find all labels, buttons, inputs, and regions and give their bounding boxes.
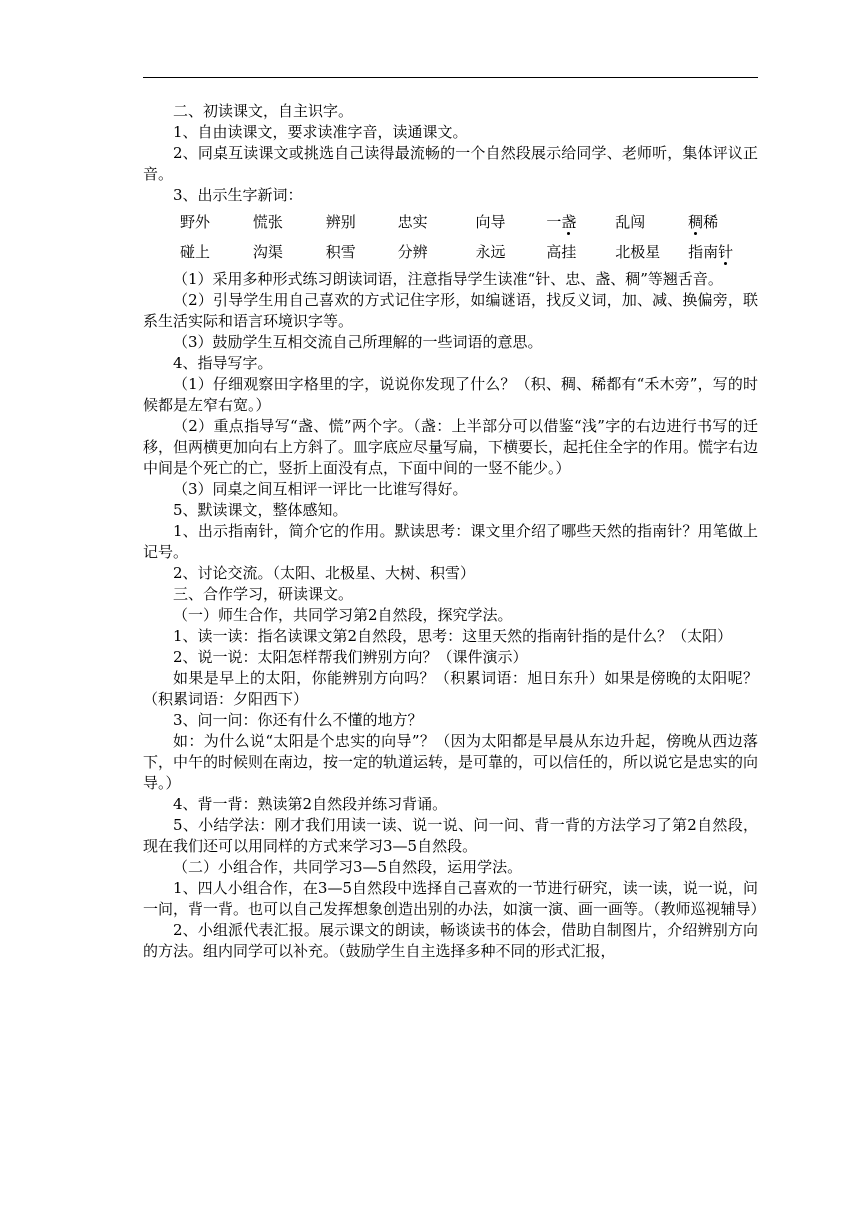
paragraph: 2、讨论交流。（太阳、北极星、大树、积雪） <box>173 564 476 582</box>
paragraph: 1、读一读：指名读课文第2自然段，思考：这里天然的指南针指的是什么？（太阳） <box>173 627 733 645</box>
vocab-text: 沟渠 <box>252 243 283 261</box>
paragraph: （2）重点指导写“盏、慌”两个字。（盏：上半部分可以借鉴“浅”字的右边进行书写的迁移，但两横更加向右上方斜了。皿字底应尽量写扁，下横要长，起托住全字的作用。慌字右边中间是个死亡的亡，竖折上面没有点，下面中间的一竖不能少。） <box>143 417 759 477</box>
vocab-row-2 <box>143 239 758 266</box>
paragraph: 如：为什么说“太阳是个忠实的向导”？（因为太阳都是早晨从东边升起，傍晚从西边落下，中午的时候则在南边，按一定的轨道运转，是可靠的，可以信任的，所以说它是忠实的向导。） <box>143 732 759 792</box>
vocab-word <box>180 239 253 266</box>
paragraph: 4、背一背：熟读第2自然段并练习背诵。 <box>173 795 448 813</box>
dotted-character: 稠 <box>688 209 703 236</box>
vocab-text: 北极星 <box>615 243 661 261</box>
paragraph: 3、出示生字新词： <box>173 186 303 204</box>
paragraph: 5、默读课文，整体感知。 <box>173 501 348 519</box>
vocab-word <box>180 209 253 236</box>
vocab-word <box>326 239 398 266</box>
vocab-text: 辨别 <box>325 213 356 231</box>
paragraph: 如果是早上的太阳，你能辨别方向吗？（积累词语：旭日东升）如果是傍晚的太阳呢？（积累词语：夕阳西下） <box>143 669 758 708</box>
vocab-word <box>546 209 615 236</box>
vocab-text: 碰上 <box>180 243 211 261</box>
document-body <box>143 101 766 962</box>
vocab-text: 忠实 <box>397 213 428 231</box>
paragraph: 2、小组派代表汇报。展示课文的朗读，畅谈读书的体会，借助自制图片，介绍辨别方向的方法。组内同学可以补充。（鼓励学生自主选择多种不同的形式汇报， <box>143 921 758 960</box>
paragraph: （3）鼓励学生互相交流自己所理解的一些词语的意思。 <box>173 333 543 351</box>
vocab-word <box>615 239 688 266</box>
paragraph: （1）仔细观察田字格里的字，说说你发现了什么？（积、稠、稀都有“禾木旁”，写的时候都是左窄右宽。） <box>143 375 758 414</box>
main-section <box>143 269 766 962</box>
vocab-word <box>688 239 758 266</box>
paragraph: 2、同桌互读课文或挑选自己读得最流畅的一个自然段展示给同学、老师听，集体评议正音。 <box>143 144 758 183</box>
vocab-word <box>253 239 326 266</box>
vocab-word <box>688 209 758 236</box>
vocab-text: 积雪 <box>325 243 356 261</box>
vocab-text: 野外 <box>180 213 211 231</box>
paragraph: 3、问一问：你还有什么不懂的地方？ <box>173 711 423 729</box>
paragraph: （1）采用多种形式练习朗读词语，注意指导学生读准“针、忠、盏、稠”等翘舌音。 <box>173 270 723 288</box>
paragraph: 1、四人小组合作，在3—5自然段中选择自己喜欢的一节进行研究，读一读，说一说，问一问，背一背。也可以自己发挥想象创造出别的办法，如演一演、画一画等。（教师巡视辅导） <box>143 879 766 918</box>
dotted-character: 盏 <box>561 209 576 236</box>
intro-section <box>143 101 758 206</box>
vocab-text: 指南 <box>688 243 719 261</box>
vocab-word <box>546 239 615 266</box>
vocab-word <box>398 209 476 236</box>
vocab-text: 分辨 <box>397 243 428 261</box>
vocab-text: 向导 <box>475 213 506 231</box>
vocab-text: 一 <box>546 213 562 231</box>
paragraph: （3）同桌之间互相评一评比一比谁写得好。 <box>173 480 468 498</box>
vocab-word <box>475 239 546 266</box>
vocab-word <box>253 209 326 236</box>
vocab-text: 稀 <box>703 213 719 231</box>
dotted-character: 针 <box>718 239 733 266</box>
vocab-text: 永远 <box>475 243 506 261</box>
vocab-text: 慌张 <box>252 213 283 231</box>
vocab-word <box>398 239 476 266</box>
paragraph: 2、说一说：太阳怎样帮我们辨别方向？（课件演示） <box>173 648 528 666</box>
paragraph: 4、指导写字。 <box>173 354 273 372</box>
paragraph: 三、合作学习，研读课文。 <box>173 585 354 603</box>
header-rule <box>143 77 758 78</box>
paragraph: 5、小结学法：刚才我们用读一读、说一说、问一问、背一背的方法学习了第2自然段，现在我们还可以用同样的方式来学习3—5自然段。 <box>143 816 758 855</box>
vocab-row-1 <box>143 209 758 236</box>
paragraph: （一）师生合作，共同学习第2自然段，探究学法。 <box>173 606 513 624</box>
vocab-word <box>326 209 398 236</box>
paragraph: （二）小组合作，共同学习3—5自然段，运用学法。 <box>173 858 523 876</box>
paragraph: 二、初读课文，自主识字。 <box>173 102 354 120</box>
vocab-text: 乱闯 <box>615 213 646 231</box>
vocab-word <box>615 209 688 236</box>
vocab-text: 高挂 <box>546 243 577 261</box>
paragraph: 1、自由读课文，要求读准字音，读通课文。 <box>173 123 468 141</box>
paragraph: （2）引导学生用自己喜欢的方式记住字形，如编谜语，找反义词，加、减、换偏旁，联系生活实际和语言环境识字等。 <box>143 291 758 330</box>
paragraph: 1、出示指南针，简介它的作用。默读思考：课文里介绍了哪些天然的指南针？用笔做上记号。 <box>143 522 758 561</box>
vocab-word <box>475 209 546 236</box>
